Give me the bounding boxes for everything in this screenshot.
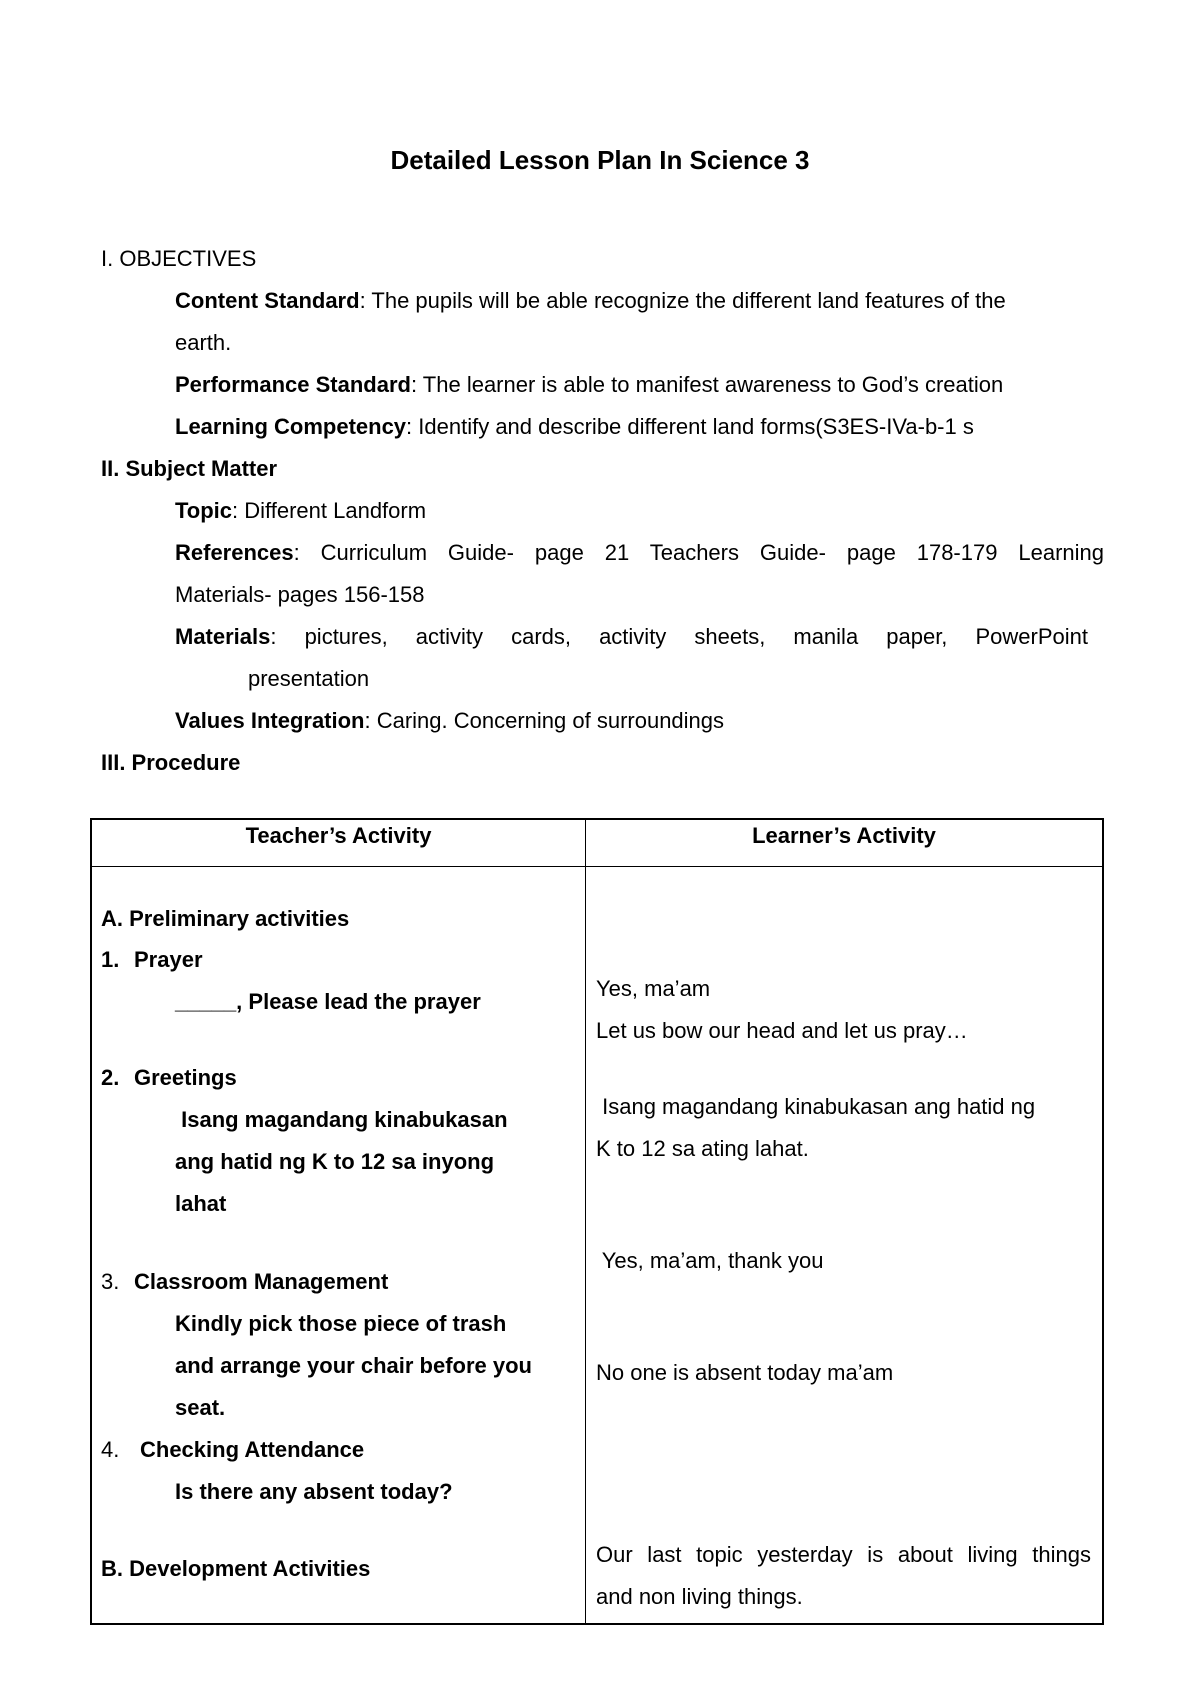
greetings-line2: ang hatid ng K to 12 sa inyong [175, 1149, 495, 1174]
performance-standard-label: Performance Standard [175, 372, 411, 397]
content-standard-line1 [175, 287, 1006, 315]
performance-standard [175, 371, 1003, 399]
materials-label: Materials [175, 624, 271, 649]
page-title: Detailed Lesson Plan In Science 3 [390, 145, 810, 175]
learning-competency [175, 413, 974, 441]
materials-text: : pictures, activity cards, activity sheets, manila paper, PowerPoint [270, 624, 1088, 649]
learner-response-prayer: Yes, ma’am [596, 976, 711, 1001]
attendance-question: Is there any absent today? [175, 1479, 453, 1504]
materials-line2: presentation [248, 666, 370, 691]
attendance-number: 4. [101, 1437, 120, 1462]
values-integration [175, 707, 724, 735]
table-border-top [90, 818, 1104, 820]
table-border-left [90, 818, 92, 1625]
references-line2: Materials- pages 156-158 [175, 582, 425, 607]
preliminary-activities: A. Preliminary activities [101, 906, 350, 931]
greetings-heading: Greetings [134, 1065, 237, 1090]
subject-matter-heading: II. Subject Matter [101, 456, 278, 481]
learner-response-last-topic-line2: and non living things. [596, 1584, 803, 1609]
references-label: References [175, 540, 294, 565]
learning-competency-label: Learning Competency [175, 414, 407, 439]
classroom-line3: seat. [175, 1395, 226, 1420]
classroom-heading: Classroom Management [134, 1269, 389, 1294]
learning-competency-text: : Identify and describe different land forms(S3ES-IVa-b-1 s [406, 414, 974, 439]
learner-activity-header: Learner’s Activity [752, 823, 936, 848]
learner-response-classroom: Yes, ma’am, thank you [596, 1248, 824, 1273]
topic [175, 497, 426, 525]
performance-standard-text: : The learner is able to manifest awareness to God’s creation [410, 372, 1004, 397]
content-standard-label: Content Standard [175, 288, 360, 313]
classroom-line2: and arrange your chair before you [175, 1353, 532, 1378]
table-border-right [1102, 818, 1104, 1625]
references-text: : Curriculum Guide- page 21 Teachers Guide- page 178-179 Learning [293, 540, 1104, 565]
learner-response-last-topic-line1: Our last topic yesterday is about living things [596, 1542, 1091, 1567]
table-border-bottom [90, 1623, 1104, 1625]
content-standard-line2: earth. [175, 330, 232, 355]
attendance-heading: Checking Attendance [140, 1437, 365, 1462]
objectives-heading: I. OBJECTIVES [101, 246, 257, 271]
learner-response-greeting-line1: Isang magandang kinabukasan ang hatid ng [596, 1094, 1036, 1119]
classroom-number: 3. [101, 1269, 120, 1294]
development-activities: B. Development Activities [101, 1556, 371, 1581]
learner-response-greeting-line2: K to 12 sa ating lahat. [596, 1136, 809, 1161]
learner-response-attendance: No one is absent today ma’am [596, 1360, 894, 1385]
references-line1 [175, 539, 1104, 567]
prayer-instruction: _____, Please lead the prayer [175, 989, 481, 1014]
learner-response-pray: Let us bow our head and let us pray… [596, 1018, 968, 1043]
materials-line1 [175, 623, 1088, 651]
topic-label: Topic [175, 498, 233, 523]
prayer-heading: Prayer [134, 947, 203, 972]
topic-text: : Different Landform [232, 498, 427, 523]
content-standard-text: : The pupils will be able recognize the different land features of the [359, 288, 1006, 313]
table-header-divider [90, 866, 1104, 867]
procedure-heading: III. Procedure [101, 750, 241, 775]
classroom-line1: Kindly pick those piece of trash [175, 1311, 507, 1336]
greetings-line1: Isang magandang kinabukasan [175, 1107, 508, 1132]
values-integration-label: Values Integration [175, 708, 365, 733]
values-integration-text: : Caring. Concerning of surroundings [364, 708, 725, 733]
greetings-number: 2. [101, 1065, 120, 1090]
teacher-activity-header: Teacher’s Activity [245, 823, 432, 848]
greetings-line3: lahat [175, 1191, 227, 1216]
prayer-number: 1. [101, 947, 120, 972]
table-column-divider [585, 818, 586, 1625]
